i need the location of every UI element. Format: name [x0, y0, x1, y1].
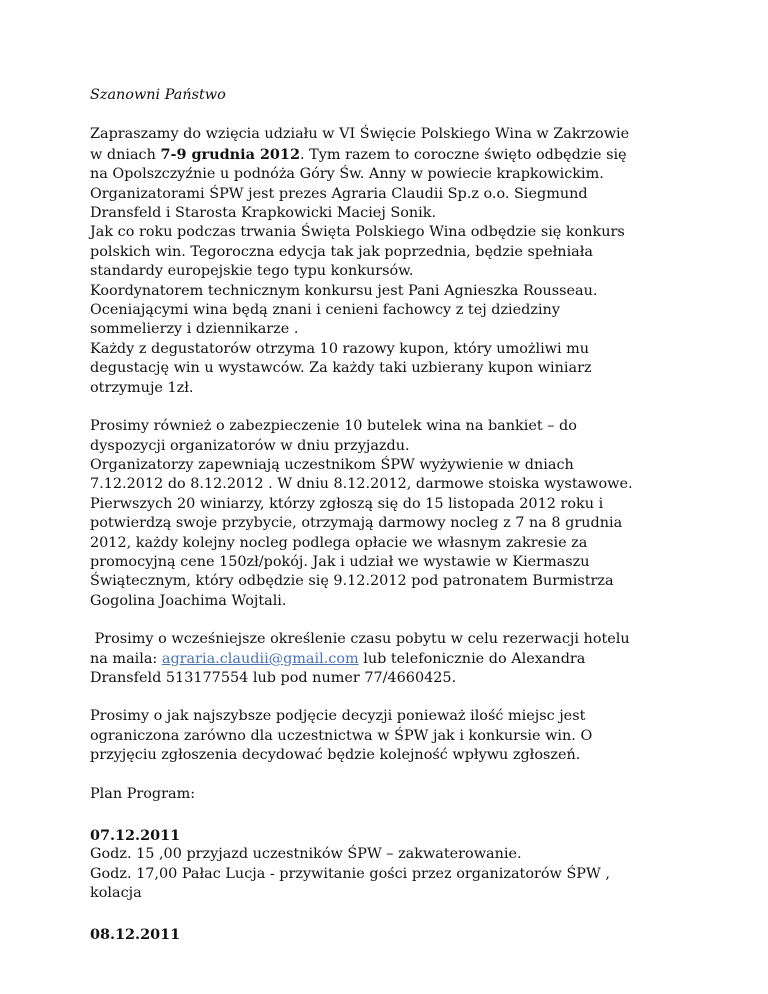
text-line: otrzymuje 1zł.	[90, 379, 194, 396]
text-line: Prosimy również o zabezpieczenie 10 butelek wina na bankiet – do	[90, 418, 577, 435]
text-fragment: lub telefonicznie do Alexandra	[358, 650, 586, 667]
email-link[interactable]: agraria.claudii@gmail.com	[161, 650, 359, 667]
text-fragment: w dniach	[90, 146, 161, 163]
text-line: promocyjną cene 150zł/pokój. Jak i udział we wystawie w Kiermaszu	[90, 553, 590, 570]
text-line	[90, 145, 690, 165]
program-date: 08.12.2011	[90, 925, 181, 943]
program-item: Godz. 17,00 Pałac Lucja - przywitanie gości przez organizatorów ŚPW ,	[90, 865, 610, 882]
text-line: sommelierzy i dziennikarze .	[90, 321, 299, 338]
text-line: Zapraszamy do wzięcia udziału w VI Święcie Polskiego Wina w Zakrzowie	[90, 126, 630, 143]
paragraph-logistics	[90, 417, 690, 611]
text-line: Dransfeld i Starosta Krapkowicki Maciej Sonik.	[90, 205, 437, 222]
text-line: standardy europejskie tego typu konkursów.	[90, 263, 414, 280]
text-line: Koordynatorem technicznym konkursu jest Pani Agnieszka Rousseau.	[90, 282, 598, 299]
text-line: Pierwszych 20 winiarzy, którzy zgłoszą się do 15 listopada 2012 roku i	[90, 495, 604, 512]
text-line: Każdy z degustatorów otrzyma 10 razowy kupon, który umożliwi mu	[90, 340, 590, 357]
text-line: 2012, każdy kolejny nocleg podlega opłacie we własnym zakresie za	[90, 534, 588, 551]
text-line: Organizatorzy zapewniają uczestnikom ŚPW wyżywienie w dniach	[90, 456, 574, 473]
text-line: Organizatorami ŚPW jest prezes Agraria Claudii Sp.z o.o. Siegmund	[90, 185, 588, 202]
text-line: polskich win. Tegoroczna edycja tak jak poprzednia, będzie spełniała	[90, 243, 593, 260]
paragraph-decision	[90, 707, 690, 765]
text-line: ograniczona zarówno dla uczestnictwa w ŚPW jak i konkursie win. O	[90, 727, 593, 744]
text-fragment: na maila:	[90, 650, 162, 667]
text-line: Prosimy o jak najszybsze podjęcie decyzji ponieważ ilość miejsc jest	[90, 708, 586, 725]
text-line: 7.12.2012 do 8.12.2012 . W dniu 8.12.2012, darmowe stoiska wystawowe.	[90, 476, 633, 493]
program-heading: Plan Program:	[90, 785, 196, 802]
program-item: Godz. 15 ,00 przyjazd uczestników ŚPW – zakwaterowanie.	[90, 846, 522, 863]
text-line: Gogolina Joachima Wojtali.	[90, 592, 287, 609]
program-item: kolacja	[90, 885, 142, 902]
text-line: przyjęciu zgłoszenia decydować będzie kolejność wpływu zgłoszeń.	[90, 747, 581, 764]
text-line: Świątecznym, który odbędzie się 9.12.2012 pod patronatem Burmistrza	[90, 573, 614, 590]
event-dates: 7-9 grudnia 2012	[160, 145, 300, 163]
text-line: degustację win u wystawców. Za każdy taki uzbierany kupon winiarz	[90, 360, 592, 377]
text-line: dyspozycji organizatorów w dniu przyjazdu.	[90, 437, 410, 454]
paragraph-invitation	[90, 125, 690, 398]
text-line: na Opolszczyźnie u podnóża Góry Św. Anny w powiecie krapkowickim.	[90, 166, 604, 183]
text-line: Oceniającymi wina będą znani i cenieni fachowcy z tej dziedziny	[90, 302, 560, 319]
program-day-2	[90, 925, 690, 944]
text-fragment: . Tym razem to coroczne święto odbędzie się	[299, 146, 627, 163]
text-line: Jak co roku podczas trwania Święta Polskiego Wina odbędzie się konkurs	[90, 224, 625, 241]
text-line	[90, 650, 690, 669]
text-line: Prosimy o wcześniejsze określenie czasu pobytu w celu rezerwacji hotelu	[90, 631, 630, 648]
text-line: potwierdzą swoje przybycie, otrzymają darmowy nocleg z 7 na 8 grudnia	[90, 515, 623, 532]
greeting: Szanowni Państwo	[90, 87, 226, 103]
paragraph-contact	[90, 630, 690, 688]
letter-body	[90, 86, 690, 965]
program-day-1	[90, 826, 690, 904]
text-line: Dransfeld 513177554 lub pod numer 77/4660425.	[90, 669, 457, 686]
program-date: 07.12.2011	[90, 827, 181, 844]
